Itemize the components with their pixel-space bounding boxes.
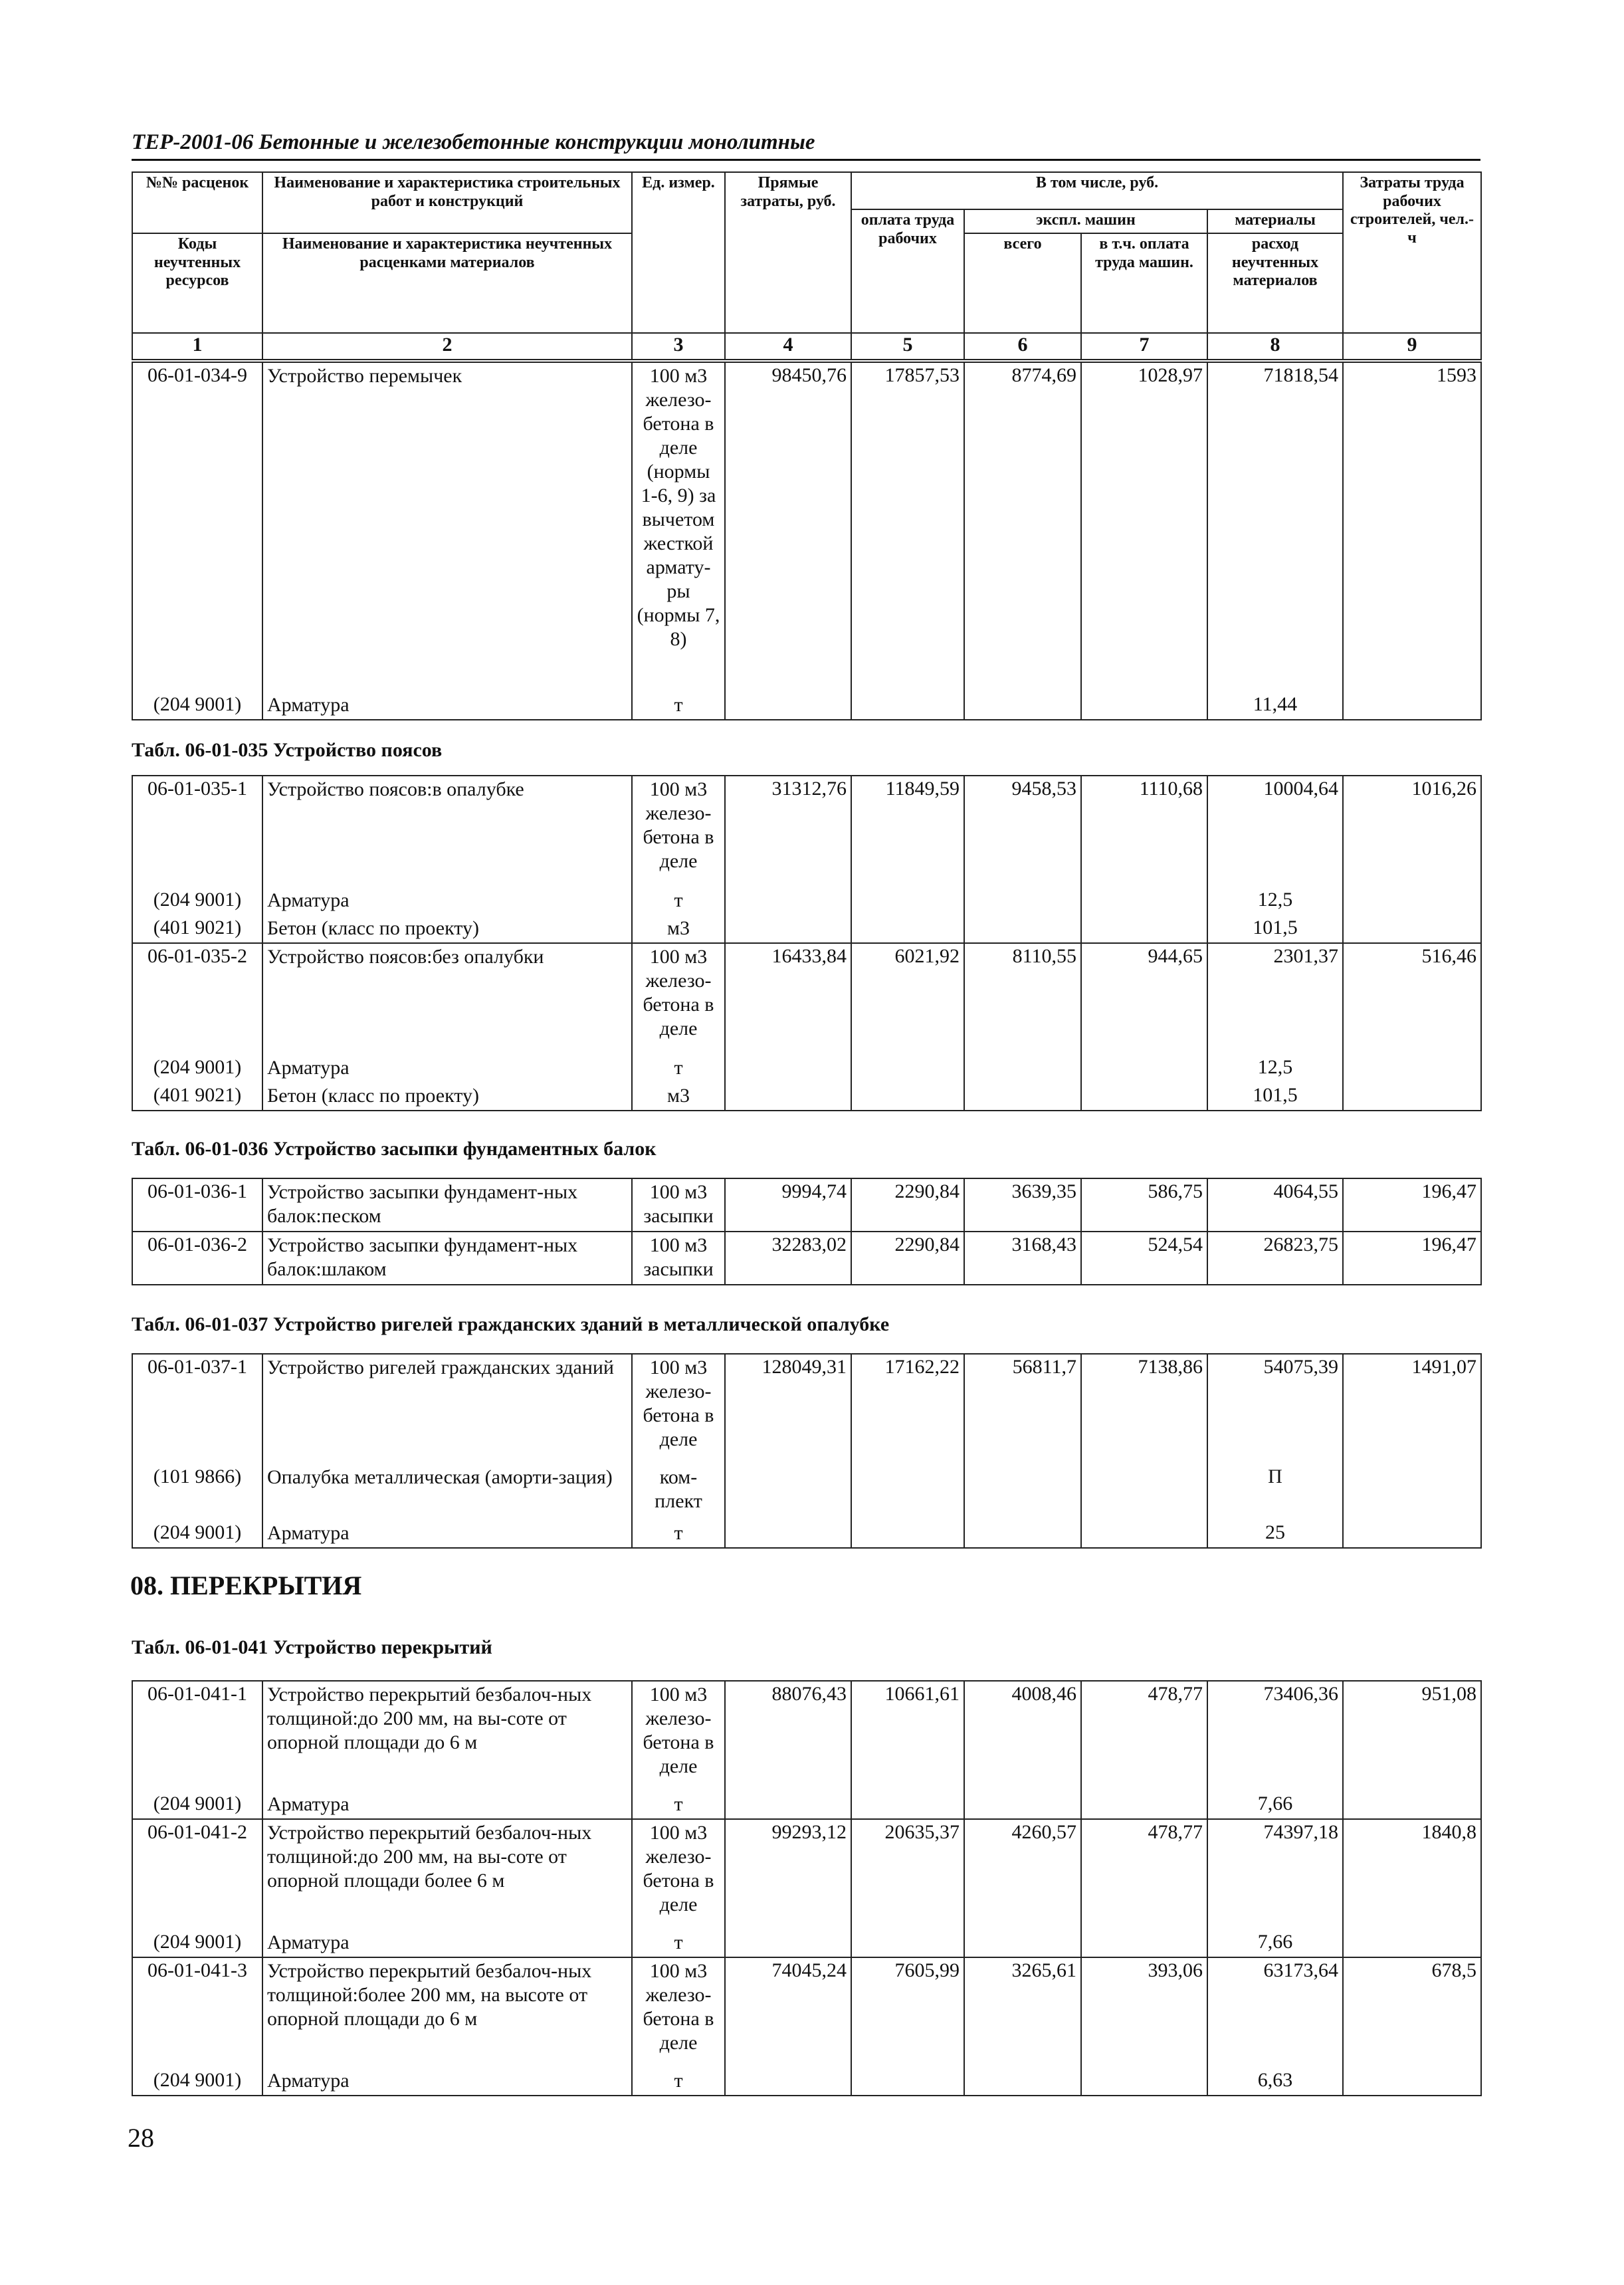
material-amount: 7,66 [1207, 1791, 1343, 1819]
col5-head: оплата труда рабочих [851, 209, 964, 333]
work-name: Устройство ригелей гражданских зданий [262, 1354, 632, 1464]
resource-code: (204 9001) [132, 692, 262, 720]
unit: т [632, 1520, 725, 1548]
material-amount: 101,5 [1207, 915, 1343, 943]
rate-code: 06-01-035-1 [132, 776, 262, 887]
resource-code: (401 9021) [132, 1083, 262, 1111]
material-cost: 73406,36 [1207, 1681, 1343, 1791]
labor-cost: 2290,84 [851, 1232, 964, 1285]
machine-labor-cost: 478,77 [1081, 1819, 1207, 1929]
rate-code: 06-01-036-2 [132, 1232, 262, 1285]
labor-hours: 1593 [1343, 362, 1481, 692]
chapter-title: 08. ПЕРЕКРЫТИЯ [130, 1571, 362, 1600]
unit: 100 м3 железо-бетона в деле [632, 1819, 725, 1929]
rate-code: 06-01-041-3 [132, 1957, 262, 2068]
col4-head: Прямые затраты, руб. [725, 172, 851, 333]
table-row [132, 1354, 1481, 1464]
table-row [132, 1055, 1481, 1083]
table-row [132, 1083, 1481, 1111]
machine-cost: 3265,61 [964, 1957, 1081, 2068]
material-amount: 6,63 [1207, 2068, 1343, 2096]
resource-code: (204 9001) [132, 1929, 262, 1957]
unit: т [632, 692, 725, 720]
direct-cost: 98450,76 [725, 362, 851, 692]
work-name: Устройство перекрытий безбалоч-ных толщиной:более 200 мм, на высоте от опорной площади до 6 м [262, 1957, 632, 2068]
unit: 100 м3 железо-бетона в деле [632, 943, 725, 1055]
work-name: Устройство поясов:в опалубке [262, 776, 632, 887]
labor-hours: 196,47 [1343, 1178, 1481, 1232]
unit: 100 м3 железо-бетона в деле [632, 1681, 725, 1791]
rate-code: 06-01-036-1 [132, 1178, 262, 1232]
labor-cost: 17857,53 [851, 362, 964, 692]
machine-cost: 3168,43 [964, 1232, 1081, 1285]
labor-cost: 6021,92 [851, 943, 964, 1055]
col-number: 3 [632, 333, 725, 360]
unit: т [632, 1055, 725, 1083]
table-036 [132, 1178, 1482, 1285]
work-name: Устройство засыпки фундамент-ных балок:песком [262, 1178, 632, 1232]
table-row [132, 776, 1481, 887]
material-name: Арматура [262, 2068, 632, 2096]
col9-head: Затраты труда рабочих строителей, чел.-ч [1343, 172, 1481, 333]
col-number: 4 [725, 333, 851, 360]
machine-cost: 56811,7 [964, 1354, 1081, 1464]
col3-head: Ед. измер. [632, 172, 725, 333]
machine-labor-cost: 1110,68 [1081, 776, 1207, 887]
main-table-header [132, 171, 1482, 360]
table-row [132, 1232, 1481, 1285]
unit: 100 м3 железо-бетона в деле [632, 1957, 725, 2068]
material-amount: 7,66 [1207, 1929, 1343, 1957]
col7-head: в т.ч. оплата труда машин. [1081, 233, 1207, 333]
machine-cost: 3639,35 [964, 1178, 1081, 1232]
material-amount: 12,5 [1207, 1055, 1343, 1083]
table-row [132, 1520, 1481, 1548]
machine-labor-cost: 1028,97 [1081, 362, 1207, 692]
unit: м3 [632, 1083, 725, 1111]
direct-cost: 99293,12 [725, 1819, 851, 1929]
unit: 100 м3 засыпки [632, 1178, 725, 1232]
direct-cost: 74045,24 [725, 1957, 851, 2068]
unit: т [632, 1929, 725, 1957]
col-number: 1 [132, 333, 262, 360]
material-name: Бетон (класс по проекту) [262, 1083, 632, 1111]
material-name: Бетон (класс по проекту) [262, 915, 632, 943]
table-row [132, 362, 1481, 692]
table-row [132, 1178, 1481, 1232]
labor-hours: 678,5 [1343, 1957, 1481, 2068]
material-cost: 2301,37 [1207, 943, 1343, 1055]
resource-code: (101 9866) [132, 1464, 262, 1520]
machine-cost: 8110,55 [964, 943, 1081, 1055]
direct-cost: 31312,76 [725, 776, 851, 887]
resource-code: (204 9001) [132, 1055, 262, 1083]
direct-cost: 16433,84 [725, 943, 851, 1055]
material-cost: 10004,64 [1207, 776, 1343, 887]
unit: 100 м3 железо-бетона в деле (нормы 1-6, 9) за вычетом жесткой армату-ры (нормы 7, 8) [632, 362, 725, 692]
labor-hours: 1491,07 [1343, 1354, 1481, 1464]
unit: м3 [632, 915, 725, 943]
rate-code: 06-01-041-2 [132, 1819, 262, 1929]
material-amount: 101,5 [1207, 1083, 1343, 1111]
table-row [132, 887, 1481, 915]
col-number: 8 [1207, 333, 1343, 360]
resource-code: (204 9001) [132, 2068, 262, 2096]
material-amount: 11,44 [1207, 692, 1343, 720]
table-037 [132, 1353, 1482, 1549]
col1-head-top: №№ расценок [132, 172, 262, 233]
labor-hours: 951,08 [1343, 1681, 1481, 1791]
table-035 [132, 775, 1482, 1111]
work-name: Устройство перемычек [262, 362, 632, 692]
resource-code: (204 9001) [132, 887, 262, 915]
material-cost: 26823,75 [1207, 1232, 1343, 1285]
machine-labor-cost: 7138,86 [1081, 1354, 1207, 1464]
labor-hours: 1016,26 [1343, 776, 1481, 887]
labor-hours: 516,46 [1343, 943, 1481, 1055]
material-name: Опалубка металлическая (аморти-зация) [262, 1464, 632, 1520]
rate-code: 06-01-035-2 [132, 943, 262, 1055]
labor-hours: 196,47 [1343, 1232, 1481, 1285]
resource-code: (204 9001) [132, 1791, 262, 1819]
col8-head-top: материалы [1207, 209, 1343, 233]
resource-code: (204 9001) [132, 1520, 262, 1548]
col6-head: всего [964, 233, 1081, 333]
table-row [132, 1929, 1481, 1957]
material-cost: 71818,54 [1207, 362, 1343, 692]
machine-labor-cost: 478,77 [1081, 1681, 1207, 1791]
section-title-036: Табл. 06-01-036 Устройство засыпки фундаментных балок [132, 1138, 657, 1160]
col-number: 9 [1343, 333, 1481, 360]
direct-cost: 32283,02 [725, 1232, 851, 1285]
table-row [132, 1819, 1481, 1929]
machine-cost: 9458,53 [964, 776, 1081, 887]
work-name: Устройство поясов:без опалубки [262, 943, 632, 1055]
table-041 [132, 1680, 1482, 2096]
labor-hours: 1840,8 [1343, 1819, 1481, 1929]
material-name: Арматура [262, 1055, 632, 1083]
table-row [132, 1464, 1481, 1520]
col2-head-top: Наименование и характеристика строительных работ и конструкций [262, 172, 632, 233]
labor-cost: 20635,37 [851, 1819, 964, 1929]
table-row [132, 1681, 1481, 1791]
section-title-035: Табл. 06-01-035 Устройство поясов [132, 739, 443, 761]
work-name: Устройство перекрытий безбалоч-ных толщиной:до 200 мм, на вы-соте от опорной площади более 6 м [262, 1819, 632, 1929]
material-name: Арматура [262, 1520, 632, 1548]
work-name: Устройство перекрытий безбалоч-ных толщиной:до 200 мм, на вы-соте от опорной площади до 6 м [262, 1681, 632, 1791]
direct-cost: 88076,43 [725, 1681, 851, 1791]
table-row [132, 1957, 1481, 2068]
material-cost: 4064,55 [1207, 1178, 1343, 1232]
rate-code: 06-01-037-1 [132, 1354, 262, 1464]
material-name: Арматура [262, 692, 632, 720]
material-cost: 74397,18 [1207, 1819, 1343, 1929]
work-name: Устройство засыпки фундамент-ных балок:шлаком [262, 1232, 632, 1285]
machine-cost: 4260,57 [964, 1819, 1081, 1929]
unit: т [632, 887, 725, 915]
material-amount: П [1207, 1464, 1343, 1520]
labor-cost: 2290,84 [851, 1178, 964, 1232]
resource-code: (401 9021) [132, 915, 262, 943]
unit: т [632, 2068, 725, 2096]
unit: ком-плект [632, 1464, 725, 1520]
col-number: 7 [1081, 333, 1207, 360]
table-row [132, 1791, 1481, 1819]
table-row [132, 2068, 1481, 2096]
machine-labor-cost: 524,54 [1081, 1232, 1207, 1285]
direct-cost: 9994,74 [725, 1178, 851, 1232]
material-amount: 12,5 [1207, 887, 1343, 915]
material-name: Арматура [262, 1791, 632, 1819]
material-name: Арматура [262, 1929, 632, 1957]
unit: 100 м3 железо-бетона в деле [632, 1354, 725, 1464]
material-amount: 25 [1207, 1520, 1343, 1548]
unit: 100 м3 железо-бетона в деле [632, 776, 725, 887]
labor-cost: 11849,59 [851, 776, 964, 887]
table-row [132, 915, 1481, 943]
section-title-041: Табл. 06-01-041 Устройство перекрытий [132, 1636, 492, 1658]
page-number: 28 [128, 2123, 154, 2153]
rate-code: 06-01-041-1 [132, 1681, 262, 1791]
table-034 [132, 362, 1482, 720]
col2-head-bottom: Наименование и характеристика неучтенных расценками материалов [262, 233, 632, 333]
section-title-037: Табл. 06-01-037 Устройство ригелей гражданских зданий в металлической опалубке [132, 1313, 890, 1335]
col8-head-bottom: расход неучтенных материалов [1207, 233, 1343, 333]
table-row [132, 943, 1481, 1055]
col-number: 2 [262, 333, 632, 360]
machine-cost: 8774,69 [964, 362, 1081, 692]
material-cost: 63173,64 [1207, 1957, 1343, 2068]
page-header: ТЕР-2001-06 Бетонные и железобетонные конструкции монолитные [132, 130, 1480, 161]
machine-cost: 4008,46 [964, 1681, 1081, 1791]
table-row [132, 692, 1481, 720]
material-name: Арматура [262, 887, 632, 915]
machine-labor-cost: 944,65 [1081, 943, 1207, 1055]
material-cost: 54075,39 [1207, 1354, 1343, 1464]
machine-labor-cost: 393,06 [1081, 1957, 1207, 2068]
labor-cost: 7605,99 [851, 1957, 964, 2068]
col67-head: экспл. машин [964, 209, 1207, 233]
group-head: В том числе, руб. [851, 172, 1343, 209]
machine-labor-cost: 586,75 [1081, 1178, 1207, 1232]
labor-cost: 10661,61 [851, 1681, 964, 1791]
col-number: 6 [964, 333, 1081, 360]
col-number: 5 [851, 333, 964, 360]
direct-cost: 128049,31 [725, 1354, 851, 1464]
col1-head-bottom: Коды неучтенных ресурсов [132, 233, 262, 333]
labor-cost: 17162,22 [851, 1354, 964, 1464]
unit: 100 м3 засыпки [632, 1232, 725, 1285]
rate-code: 06-01-034-9 [132, 362, 262, 692]
unit: т [632, 1791, 725, 1819]
